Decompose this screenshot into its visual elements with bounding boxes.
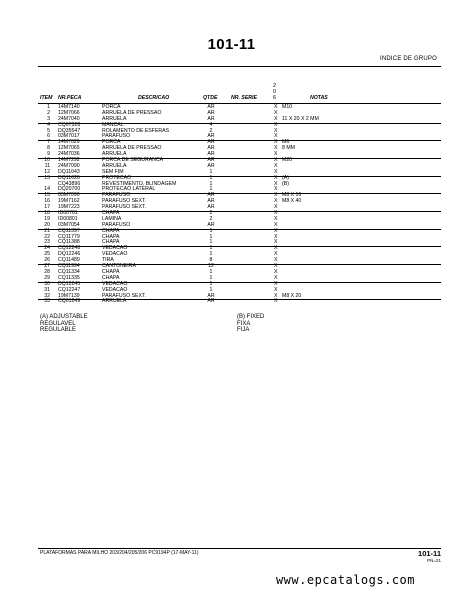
cell-part-number: ID00801 xyxy=(58,215,78,222)
cell-part-number: 12M7066 xyxy=(58,109,80,116)
cell-part-number: DQ35547 xyxy=(58,127,81,134)
cell-quantity: 1 xyxy=(209,227,213,234)
cell-description: ARRUELA xyxy=(102,162,127,169)
cell-description: PARAFUSO SEXT. xyxy=(102,292,147,299)
cell-notes: 11 X 20 X 2 MM xyxy=(282,115,319,122)
cell-model-mark: X xyxy=(274,221,278,228)
cell-description: PORCA xyxy=(102,104,121,110)
cell-model-mark: X xyxy=(274,198,278,205)
cell-part-number: CQ43896 xyxy=(58,180,81,187)
cell-notes: M20 xyxy=(282,157,293,164)
cell-description: VEDACAO xyxy=(102,286,128,293)
cell-part-number: 19M7162 xyxy=(58,198,80,205)
cell-model-mark: X xyxy=(274,263,278,270)
cell-item-number: 9 xyxy=(47,151,50,158)
cell-model-mark: X xyxy=(274,204,278,211)
page-title: 101-11 xyxy=(207,36,256,53)
cell-part-number: DQ11043 xyxy=(58,168,80,175)
cell-description: ARRUELA xyxy=(102,115,127,122)
cell-description: CANTONEIRA xyxy=(102,263,136,270)
cell-part-number: 14M7140 xyxy=(58,104,80,110)
cell-model-mark: X xyxy=(274,227,278,234)
cell-model-mark: X xyxy=(274,109,278,116)
cell-model-mark: X xyxy=(274,215,278,222)
cell-description: CHAPA xyxy=(102,268,120,275)
legend-line: REGULABLE xyxy=(40,327,77,334)
cell-quantity: AR xyxy=(207,133,215,140)
cell-quantity: 2 xyxy=(209,210,213,217)
cell-part-number: CQ11489 xyxy=(58,257,80,264)
cell-quantity: AR xyxy=(207,115,215,122)
cell-quantity: 4 xyxy=(209,121,213,128)
cell-quantity: 1 xyxy=(209,274,213,281)
header-quantity: QTDE xyxy=(203,95,218,101)
legend-fixed xyxy=(237,314,264,334)
cell-item-number: 31 xyxy=(44,286,50,293)
cell-description: PORCA xyxy=(102,139,121,146)
vertical-digit: 6 xyxy=(273,95,277,101)
cell-quantity: AR xyxy=(207,109,215,116)
cell-description: PARAFUSO SEXT. xyxy=(102,198,147,205)
cell-part-number: CQ12248 xyxy=(58,245,81,252)
cell-quantity: 2 xyxy=(209,127,213,134)
cell-quantity: AR xyxy=(207,139,215,146)
vertical-digit: 2 xyxy=(273,83,277,89)
cell-item-number: 24 xyxy=(44,245,50,252)
cell-model-mark: X xyxy=(274,292,278,299)
cell-part-number: 24M7036 xyxy=(58,151,80,158)
top-rule xyxy=(38,66,441,67)
cell-model-mark: X xyxy=(274,251,278,258)
cell-quantity: AR xyxy=(207,157,215,164)
cell-model-mark: X xyxy=(274,157,278,164)
cell-quantity: 1 xyxy=(209,286,213,293)
cell-notes: M8 X 16 xyxy=(282,192,302,199)
header-description: DESCRICAO xyxy=(138,95,170,101)
cell-item-number: 1 xyxy=(47,104,50,110)
cell-item-number: 25 xyxy=(44,251,50,258)
cell-quantity: AR xyxy=(207,162,215,169)
header-item: ITEM xyxy=(40,95,53,101)
cell-part-number: CQ11397 xyxy=(58,227,80,234)
cell-description: PROTECAO LATERAL xyxy=(102,186,156,193)
cell-quantity: AR xyxy=(207,204,215,211)
cell-part-number: CQ11779 xyxy=(58,233,80,240)
cell-quantity: AR xyxy=(207,221,215,228)
cell-part-number: DQ11626 xyxy=(58,174,80,181)
footer-page-number: 101-11 xyxy=(418,549,441,558)
cell-quantity: 1 xyxy=(209,280,213,287)
cell-model-mark: X xyxy=(274,286,278,293)
cell-part-number: 03M7017 xyxy=(58,133,80,140)
cell-model-mark: X xyxy=(274,151,278,158)
bottom-rule xyxy=(38,548,441,549)
cell-description: PARAFUSO xyxy=(102,192,131,199)
cell-description: PARAFUSO SEXT. xyxy=(102,204,147,211)
cell-notes: M6 xyxy=(282,139,290,146)
cell-description: CHAPA xyxy=(102,274,120,281)
cell-item-number: 19 xyxy=(44,215,50,222)
table-row xyxy=(0,299,463,305)
cell-model-mark: X xyxy=(274,127,278,134)
cell-model-mark: X xyxy=(274,233,278,240)
cell-item-number: 10 xyxy=(44,157,50,164)
cell-notes: 8 MM xyxy=(282,145,295,152)
cell-description: PORCA DE SEGURANCA xyxy=(102,157,164,164)
cell-quantity: AR xyxy=(207,198,215,205)
cell-part-number: DQ20700 xyxy=(58,186,81,193)
cell-item-number: 11 xyxy=(44,162,50,169)
legend-line: (B) FIXED xyxy=(237,314,265,320)
cell-item-number: 22 xyxy=(44,233,50,240)
cell-quantity: 1 xyxy=(209,174,213,181)
cell-item-number: 26 xyxy=(44,257,50,264)
cell-quantity: 1 xyxy=(209,245,213,252)
cell-part-number: CQ07328 xyxy=(58,121,81,128)
cell-item-number: 6 xyxy=(47,133,50,140)
legend-line: FIXA xyxy=(237,320,251,327)
cell-model-mark: X xyxy=(274,245,278,252)
cell-item-number: 15 xyxy=(44,192,50,199)
cell-description: LAMINA xyxy=(102,215,122,222)
cell-model-mark: X xyxy=(274,274,278,281)
cell-item-number: 30 xyxy=(44,280,50,287)
cell-item-number: 13 xyxy=(44,174,50,181)
cell-quantity: 2 xyxy=(209,215,213,222)
legend-line: FIJA xyxy=(237,327,250,334)
cell-part-number: 03M7090 xyxy=(58,192,80,199)
cell-notes: (B) xyxy=(282,180,289,187)
cell-model-mark: X xyxy=(274,257,278,264)
cell-description: VEDACAO xyxy=(102,251,128,258)
cell-model-mark: X xyxy=(274,168,278,175)
cell-quantity: 1 xyxy=(209,233,213,240)
cell-quantity: 12 xyxy=(208,263,214,270)
cell-part-number: 19M7223 xyxy=(58,204,80,211)
cell-item-number: 23 xyxy=(44,239,50,246)
header-notes: NOTAS xyxy=(310,95,328,101)
cell-item-number: 12 xyxy=(44,168,50,175)
cell-quantity: AR xyxy=(207,151,215,158)
cell-model-mark: X xyxy=(274,145,278,152)
cell-part-number: DQ12245 xyxy=(58,280,81,287)
cell-item-number: 33 xyxy=(44,298,50,305)
cell-item-number: 3 xyxy=(47,115,50,122)
cell-model-mark: X xyxy=(274,268,278,275)
cell-item-number: 4 xyxy=(47,121,50,128)
cell-model-mark: X xyxy=(274,186,278,193)
cell-item-number: 7 xyxy=(47,139,50,146)
cell-description: ROLAMENTO DE ESFERAS xyxy=(102,127,170,134)
cell-description: PARAFUSO xyxy=(102,133,131,140)
cell-item-number: 16 xyxy=(44,198,50,205)
cell-description: PARAFUSO xyxy=(102,221,131,228)
cell-description: SEM FIM xyxy=(102,168,124,175)
parts-table xyxy=(0,105,463,305)
cell-item-number: 8 xyxy=(47,145,50,152)
cell-model-mark: X xyxy=(274,174,278,181)
cell-part-number: CQ11994 xyxy=(58,263,80,270)
cell-model-mark: X xyxy=(274,162,278,169)
cell-quantity: AR xyxy=(207,292,215,299)
cell-item-number: 17 xyxy=(44,204,50,211)
cell-part-number: CQ11335 xyxy=(58,274,80,281)
cell-part-number: ID00701 xyxy=(58,210,78,217)
cell-description: VEDACAO xyxy=(102,245,128,252)
cell-model-mark: X xyxy=(274,192,278,199)
cell-part-number: CQ01249 xyxy=(58,298,81,305)
cell-model-mark: X xyxy=(274,180,278,187)
cell-description: CHAPA xyxy=(102,227,120,234)
cell-quantity: AR xyxy=(207,298,215,305)
cell-model-mark: X xyxy=(274,104,278,110)
cell-part-number: 14M7292 xyxy=(58,157,80,164)
cell-model-mark: X xyxy=(274,139,278,146)
footer-catalog-info: PLATAFORMAS PARA MILHO 203/204/205/206 PC9194P (17-MAY-11) xyxy=(40,550,199,556)
cell-description: CHAPA xyxy=(102,210,120,217)
cell-model-mark: X xyxy=(274,210,278,217)
cell-quantity: 1 xyxy=(209,268,213,275)
watermark: www.epcatalogs.com xyxy=(275,573,415,587)
cell-model-mark: X xyxy=(274,121,278,128)
cell-item-number: 20 xyxy=(44,221,50,228)
cell-quantity: 1 xyxy=(209,186,213,193)
cell-item-number: 28 xyxy=(44,268,50,275)
legend-adjustable xyxy=(40,314,88,334)
cell-model-mark: X xyxy=(274,239,278,246)
cell-item-number: 21 xyxy=(44,227,50,234)
cell-part-number: CQ11388 xyxy=(58,239,80,246)
cell-item-number: 29 xyxy=(44,274,50,281)
cell-model-mark: X xyxy=(274,298,278,305)
cell-description: MANCAL xyxy=(102,121,124,128)
legend-line: REGULAVEL xyxy=(40,320,76,327)
cell-description: ARRUELA xyxy=(102,151,127,158)
cell-part-number: 14M7029 xyxy=(58,139,80,146)
cell-item-number: 27 xyxy=(44,263,50,270)
cell-quantity: 1 xyxy=(209,180,213,187)
cell-description: ARRUELA DE PRESSAO xyxy=(102,145,162,152)
cell-notes: (A) xyxy=(282,174,289,181)
cell-model-mark: X xyxy=(274,115,278,122)
cell-description: TIRA xyxy=(102,257,114,264)
cell-part-number: 24M7040 xyxy=(58,115,80,122)
cell-description: REVESTIMENTO, BLINDAGEM xyxy=(102,180,177,187)
cell-quantity: AR xyxy=(207,192,215,199)
cell-item-number: 32 xyxy=(44,292,50,299)
header-part-number: NR.PECA xyxy=(58,95,82,101)
cell-description: PROTECAO xyxy=(102,174,132,181)
cell-notes: M10 xyxy=(282,104,293,110)
cell-quantity: 1 xyxy=(209,239,213,246)
cell-part-number: 12M7065 xyxy=(58,145,80,152)
cell-quantity: 8 xyxy=(209,257,213,264)
cell-item-number: 18 xyxy=(44,210,50,217)
legend-line: (A) ADJUSTABLE xyxy=(40,314,88,320)
cell-notes: M8 X 40 xyxy=(282,198,302,205)
cell-description: ARRUELA DE PRESSAO xyxy=(102,109,162,116)
cell-quantity: AR xyxy=(207,145,215,152)
cell-quantity: 1 xyxy=(209,251,213,258)
cell-part-number: CQ12247 xyxy=(58,286,81,293)
cell-quantity: AR xyxy=(207,104,215,110)
cell-part-number: CQ11334 xyxy=(58,268,80,275)
cell-notes: M8 X 20 xyxy=(282,292,302,299)
cell-description: CHAPA xyxy=(102,239,120,246)
table-header xyxy=(0,95,463,103)
cell-part-number: 24M7090 xyxy=(58,162,80,169)
cell-model-mark: X xyxy=(274,133,278,140)
cell-description: CHAPA xyxy=(102,233,120,240)
cell-item-number: 2 xyxy=(47,109,50,116)
cell-item-number: 5 xyxy=(47,127,50,134)
vertical-digit: 0 xyxy=(273,89,277,95)
cell-description: ARRUELA xyxy=(102,298,127,305)
header-serial-number: NR. SERIE xyxy=(231,95,257,101)
cell-description: VEDACAO xyxy=(102,280,128,287)
cell-model-mark: X xyxy=(274,280,278,287)
header-rule xyxy=(38,103,441,104)
group-index-label: INDICE DE GRUPO xyxy=(379,56,437,62)
cell-part-number: 19M7139 xyxy=(58,292,80,299)
footer-code: PN=21 xyxy=(427,558,441,563)
cell-part-number: 03M7054 xyxy=(58,221,80,228)
cell-item-number: 14 xyxy=(44,186,50,193)
cell-quantity: 1 xyxy=(209,168,213,175)
cell-part-number: DQ12246 xyxy=(58,251,81,258)
